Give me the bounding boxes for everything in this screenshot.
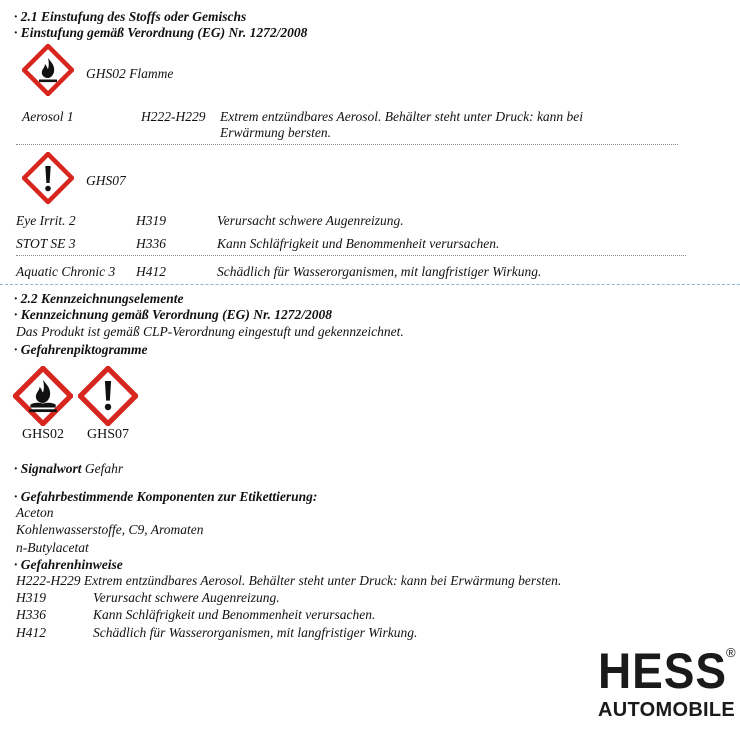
row-aquatic-text: Schädlich für Wasserorganismen, mit langfristiger Wirkung. <box>217 264 542 279</box>
components-heading: · Gefahrbestimmende Komponenten zur Etikettierung: <box>14 489 318 504</box>
logo-brand: HESS <box>598 643 727 699</box>
component-item: Kohlenwasserstoffe, C9, Aromaten <box>16 522 204 537</box>
row-eye-text: Verursacht schwere Augenreizung. <box>217 213 404 228</box>
aerosol-class: Aerosol 1 <box>22 109 74 124</box>
registered-mark: ® <box>726 645 736 660</box>
dotted-divider <box>16 144 678 145</box>
row-stot-code: H336 <box>136 236 166 251</box>
row-eye-code: H319 <box>136 213 166 228</box>
hazard-statement-h222: H222-H229 Extrem entzündbares Aerosol. Behälter steht unter Druck: kann bei Erwärmung bersten. <box>16 573 562 588</box>
ghs07-exclamation-icon <box>22 152 74 204</box>
hazard-statements-heading: · Gefahrenhinweise <box>14 557 123 572</box>
section-separator <box>0 284 740 285</box>
ghs02-label: GHS02 Flamme <box>86 66 174 81</box>
logo-subtitle: AUTOMOBILE <box>598 699 736 721</box>
dotted-divider <box>16 255 686 256</box>
ghs02-flame-icon <box>22 44 74 96</box>
hazard-text: Verursacht schwere Augenreizung. <box>93 590 280 605</box>
row-stot-class: STOT SE 3 <box>16 236 76 251</box>
ghs07-label: GHS07 <box>86 173 126 188</box>
aerosol-code: H222-H229 <box>141 109 206 124</box>
aerosol-text-line2: Erwärmung bersten. <box>220 125 331 140</box>
row-eye-class: Eye Irrit. 2 <box>16 213 76 228</box>
signal-word <box>14 461 123 476</box>
pictograms-heading: · Gefahrenpiktogramme <box>14 342 148 357</box>
clp-note: Das Produkt ist gemäß CLP-Verordnung eingestuft und gekennzeichnet. <box>16 324 404 339</box>
row-stot-text: Kann Schläfrigkeit und Benommenheit verursachen. <box>217 236 500 251</box>
hazard-code: H412 <box>16 625 46 640</box>
row-aquatic-class: Aquatic Chronic 3 <box>16 264 116 279</box>
ghs07-picto-label: GHS07 <box>87 427 130 442</box>
hazard-text: Kann Schläfrigkeit und Benommenheit verursachen. <box>93 607 376 622</box>
hazard-code: H319 <box>16 590 46 605</box>
hess-automobile-logo <box>598 645 738 721</box>
hazard-code: H336 <box>16 607 46 622</box>
aerosol-text-line1: Extrem entzündbares Aerosol. Behälter steht unter Druck: kann bei <box>220 109 584 124</box>
hazard-text: Schädlich für Wasserorganismen, mit langfristiger Wirkung. <box>93 625 418 640</box>
ghs07-exclamation-icon <box>78 366 138 426</box>
signal-word-label: · Signalwort <box>14 461 82 476</box>
component-item: Aceton <box>16 505 54 520</box>
ghs02-flame-icon <box>13 366 73 426</box>
section-2-1-heading: · 2.1 Einstufung des Stoffs oder Gemischs <box>14 9 247 24</box>
classification-subheading: · Einstufung gemäß Verordnung (EG) Nr. 1272/2008 <box>14 25 308 40</box>
ghs02-picto-label: GHS02 <box>22 427 65 442</box>
signal-word-value: Gefahr <box>81 461 124 476</box>
section-2-2-heading: · 2.2 Kennzeichnungselemente <box>14 291 184 306</box>
row-aquatic-code: H412 <box>136 264 166 279</box>
labelling-subheading: · Kennzeichnung gemäß Verordnung (EG) Nr. 1272/2008 <box>14 307 333 322</box>
component-item: n-Butylacetat <box>16 540 89 555</box>
